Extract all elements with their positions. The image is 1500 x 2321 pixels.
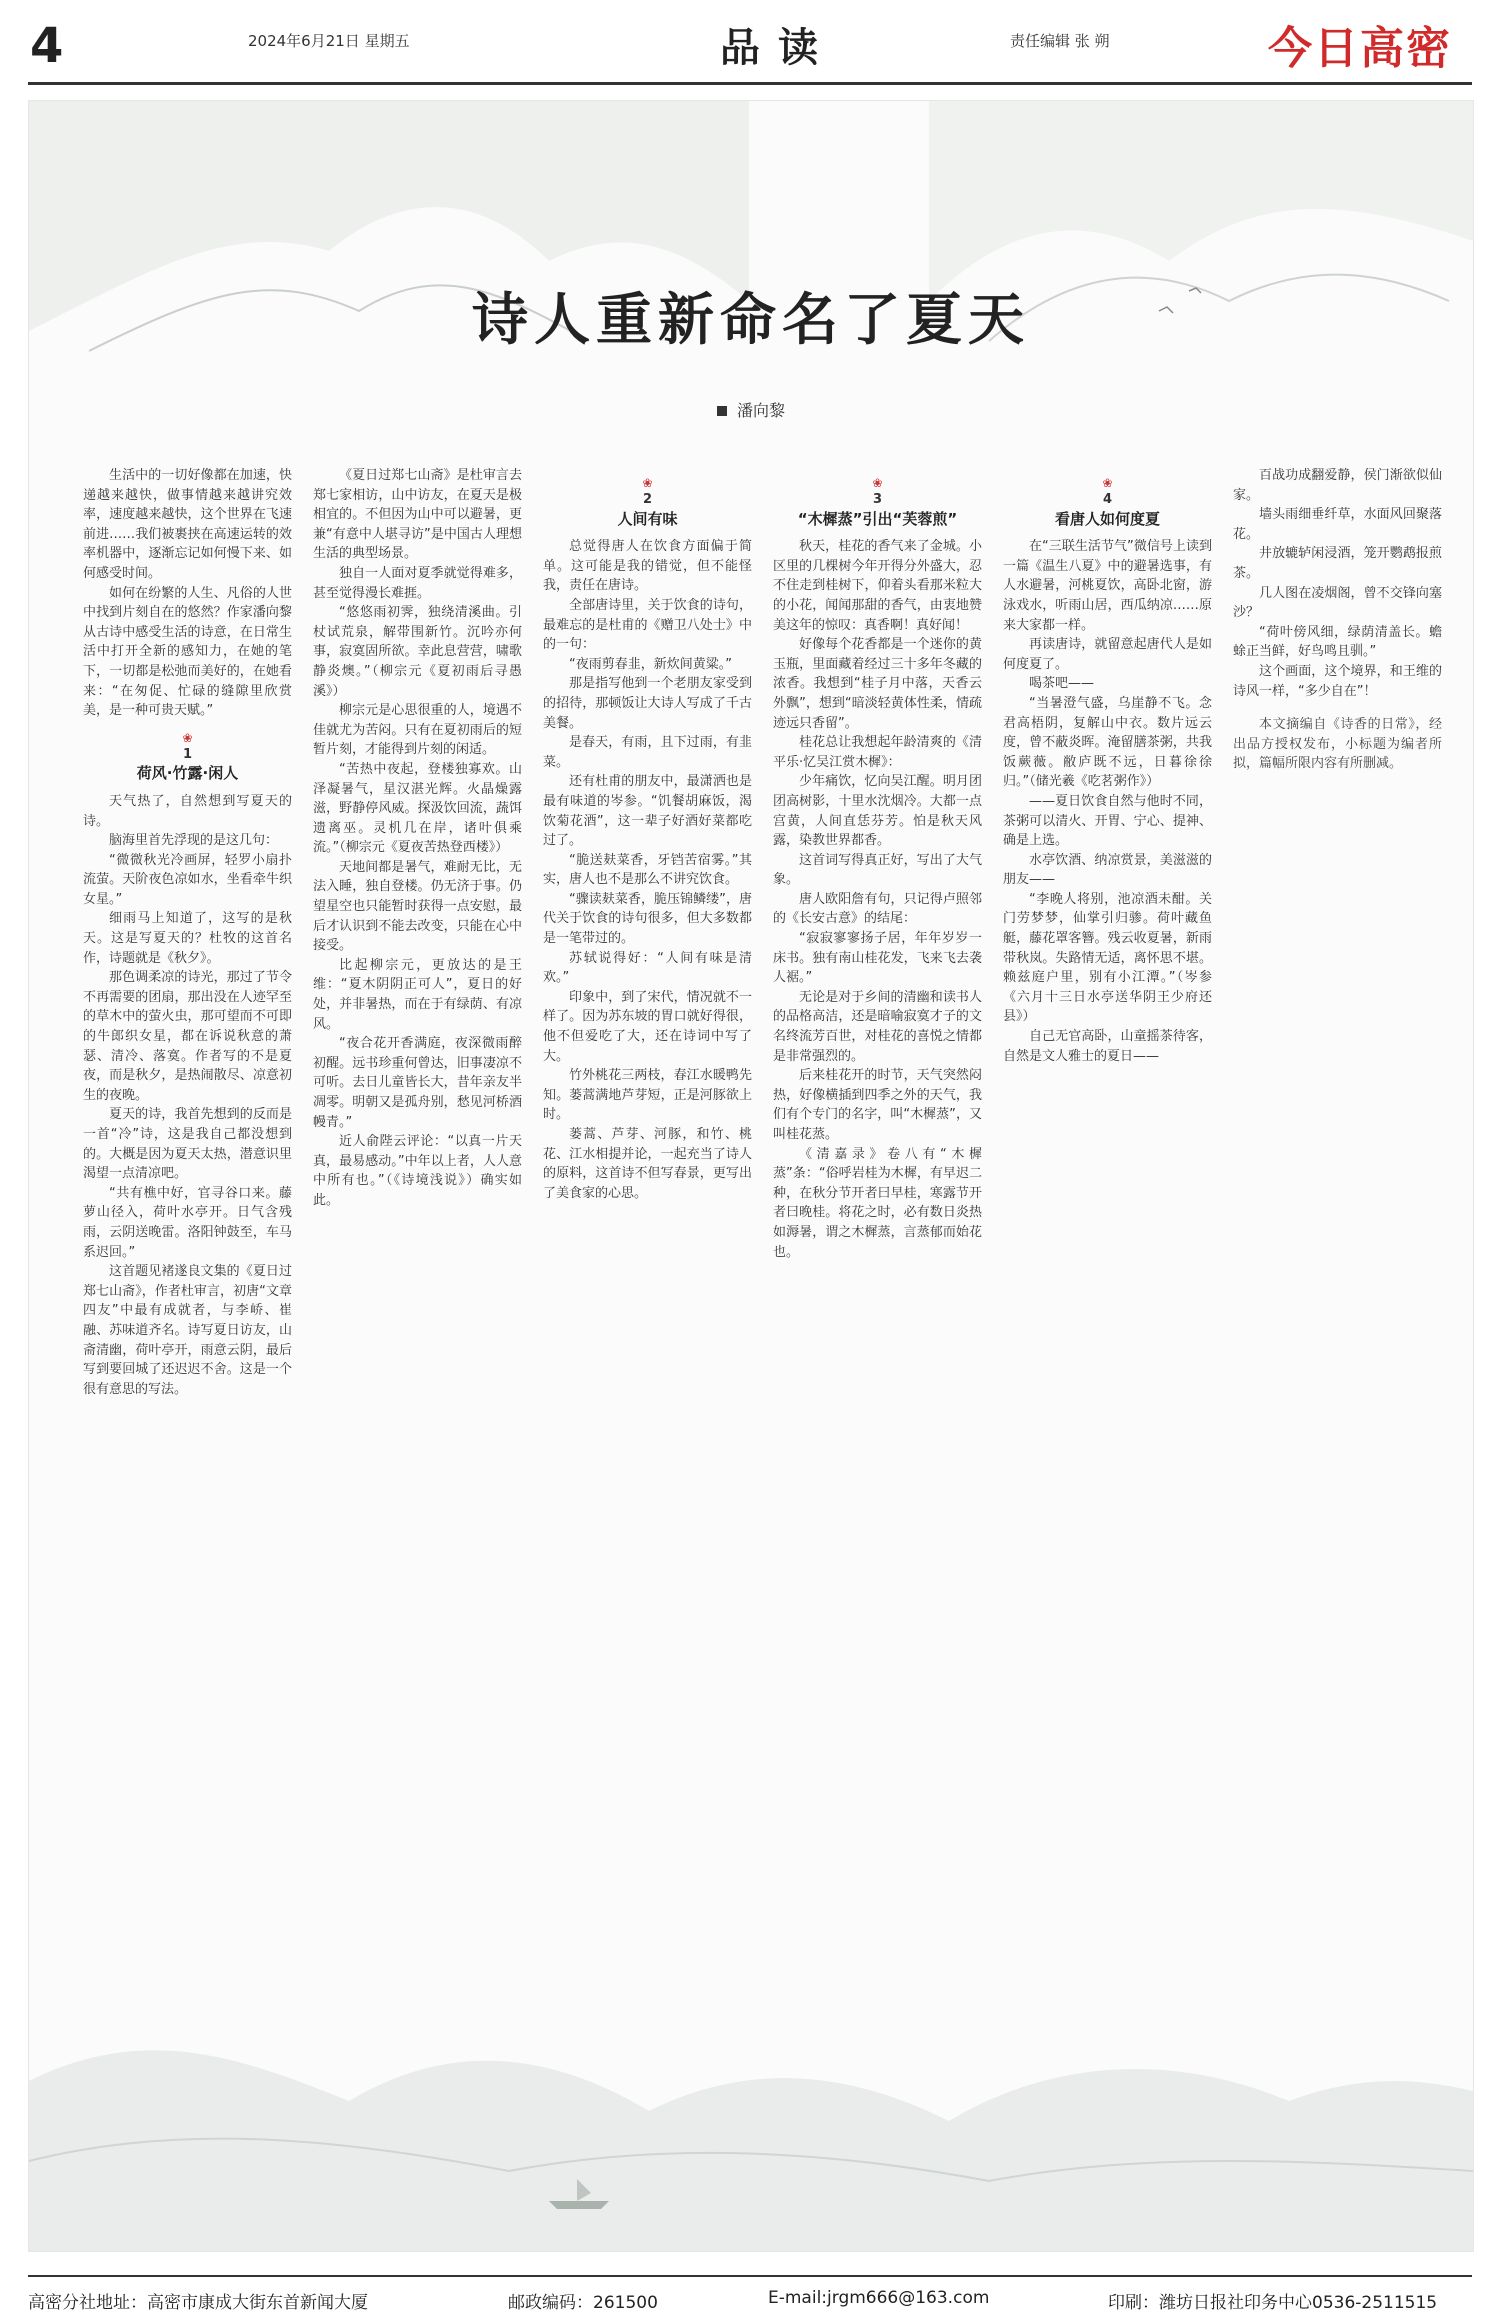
column-1 (83, 466, 292, 2252)
column-3 (543, 466, 752, 2252)
paragraph: “脆送麸菜香，牙铛苦宿雾。”其实，唐人也不是那么不讲究饮食。 (543, 852, 752, 888)
author-name: 潘向黎 (736, 401, 785, 420)
page-header (0, 0, 1500, 94)
postal-code: 邮政编码：261500 (508, 2293, 658, 2313)
paragraph: 在“三联生活节气”微信号上读到一篇《温生八夏》中的避暑选事，有人水避暑，河桃夏饮，高卧北窗，游泳戏水，听雨山居，西瓜纳凉……原来大家都一样。 (1003, 539, 1212, 633)
paragraph: 好像每个花香都是一个迷你的黄玉瓶，里面藏着经过三十多年冬藏的浓香。我想到“桂子月中落，天香云外飘”，想到“暗淡轻黄体性柔，情疏迹远只香留”。 (773, 637, 982, 731)
verse-line: 百战功成翻爱静，侯门渐欲似仙家。 (1233, 468, 1442, 503)
paragraph: 细雨马上知道了，这写的是秋天。这是写夏天的？杜牧的这首名作，诗题就是《秋夕》。 (83, 911, 292, 966)
paragraph: “共有樵中好，官寻谷口来。藤萝山径入，荷叶水亭开。日气含残雨，云阴送晚雷。洛阳钟鼓至，车马系迟回。” (83, 1185, 292, 1260)
section-title-text: “木樨蒸”引出“芙蓉煎” (797, 509, 958, 528)
paragraph: 比起柳宗元，更放达的是王维：“夏木阴阴正可人”，夏日的好处，并非暑热，而在于有绿荫、有凉风。 (313, 957, 522, 1032)
section-heading (543, 476, 752, 529)
page-number: 4 (30, 18, 64, 74)
section-heading (773, 476, 982, 529)
byline (29, 398, 1473, 421)
paragraph: 无论是对于乡间的清幽和读书人的品格高洁，还是暗喻寂寞才子的文名终流芳百世，对桂花的喜悦之情都是非常强烈的。 (773, 989, 982, 1064)
paragraph: 全部唐诗里，关于饮食的诗句，最难忘的是杜甫的《赠卫八处士》中的一句： (543, 597, 752, 653)
source-note: 本文摘编自《诗香的日常》，经出品方授权发布，小标题为编者所拟，篇幅所限内容有所删减。 (1233, 717, 1442, 772)
verse-line: 墙头雨细垂纤草，水面风回聚落花。 (1233, 507, 1442, 542)
section-title-text: 人间有味 (617, 509, 678, 528)
paragraph: ——夏日饮食自然与他时不同，茶粥可以清火、开胃、宁心、提神、确是上选。 (1003, 793, 1212, 849)
paragraph: “寂寂寥寥扬子居，年年岁岁一床书。独有南山桂花发，飞来飞去袭人裾。” (773, 931, 982, 986)
paragraph: 这个画面，这个境界，和王维的诗风一样，“多少自在”！ (1233, 663, 1442, 699)
paragraph: 再读唐诗，就留意起唐代人是如何度夏了。 (1003, 637, 1212, 672)
paragraph: 印象中，到了宋代，情况就不一样了。因为苏东坡的胃口就好得很，他不但爱吃了大，还在诗词中写了大。 (543, 989, 752, 1064)
paragraph: “李晚人将别，池凉酒未酣。关门劳梦梦，仙掌引归骖。荷叶藏鱼艇，藤花罩客簪。残云收夏暑，新雨带秋岚。失路情无适，离怀思不堪。赖兹庭户里，别有小江潭。”（岑参《六月十三日水亭送华阴王少府还县》） (1003, 891, 1212, 1025)
paragraph: 脑海里首先浮现的是这几句： (109, 833, 279, 849)
paragraph: 唐人欧阳詹有句，只记得卢照邻的《长安古意》的结尾： (773, 891, 982, 927)
paragraph: 独自一人面对夏季就觉得难多，甚至觉得漫长难捱。 (313, 565, 522, 601)
paragraph: “悠悠雨初霁，独绕清溪曲。引杖试荒泉，解带围新竹。沉吟亦何事，寂寞固所欲。幸此息营营，啸歌静炎燠。”（柳宗元《夏初雨后寻愚溪》） (313, 605, 522, 699)
paragraph: 水亭饮酒、纳凉赏景，美滋滋的朋友—— (1003, 852, 1212, 888)
flower-icon: ❀ (642, 476, 653, 490)
paragraph: “微微秋光冷画屏，轻罗小扇扑流萤。天阶夜色凉如水，坐看牵牛织女星。” (83, 852, 292, 907)
column-2 (313, 466, 522, 2252)
paragraph: 是春天，有雨，且下过雨，有韭菜。 (543, 735, 752, 770)
paragraph: “苦热中夜起，登楼独寡欢。山泽凝暑气，星汉湛光辉。火晶燥露滋，野静停风威。探汲饮回流，蔬饵遗离巫。灵机几在岸，诸叶俱乘流。”（柳宗元《夏夜苦热登西楼》） (313, 761, 522, 856)
section-number: 2 (642, 492, 653, 507)
paragraph: 蒌蒿、芦芽、河豚，和竹、桃花、江水相提并论，一起充当了诗人的原料，这首诗不但写春景，更写出了美食家的心思。 (543, 1127, 752, 1201)
paragraph: 总觉得唐人在饮食方面偏于简单。这可能是我的错觉，但不能怪我，责任在唐诗。 (543, 539, 752, 594)
section-title-text: 荷风·竹露·闲人 (136, 764, 239, 783)
column-6 (1233, 466, 1442, 2252)
paragraph: 后来桂花开的时节，天气突然闷热，好像横插到四季之外的天气，我们有个专门的名字，叫“木樨蒸”，又叫桂花蒸。 (773, 1068, 982, 1142)
verse-line: 几人图在凌烟阁，曾不交锋向塞沙？ (1233, 585, 1442, 621)
footer-divider (28, 2275, 1472, 2277)
paragraph: 桂花总让我想起年龄清爽的《清平乐·忆吴江赏木樨》： (773, 735, 982, 770)
section-title-text: 看唐人如何度夏 (1054, 509, 1160, 528)
section-number: 4 (1102, 492, 1113, 507)
intro-paragraph: 如何在纷繁的人生、凡俗的人世中找到片刻自在的悠然？作家潘向黎从古诗中感受生活的诗意，在日常生活中打开全新的感知力，在她的笔下，一切都是松弛而美好的，在她看来：“在匆促、忙碌的缝隙里欣赏美，是一种可贵天赋。” (83, 585, 292, 719)
paragraph: 秋天，桂花的香气来了金城。小区里的几棵树今年开得分外盛大，忍不住走到桂树下，仰着头看那米粒大的小花，闻闻那甜的香气，由衷地赞美这年的惊叹：真香啊！真好闻！ (773, 539, 982, 633)
paragraph: 天气热了，自然想到写夏天的诗。 (83, 793, 292, 829)
byline-square-icon (717, 406, 727, 416)
paragraph: 《清嘉录》卷八有“木樨蒸”条：“俗呼岩桂为木樨，有早迟二种，在秋分节开者曰早桂，寒露节开者曰晚桂。将花之时，必有数日炎热如溽暑，谓之木樨蒸，言蒸郁而始花也。 (773, 1146, 982, 1260)
section-number: 1 (182, 746, 193, 762)
paragraph: 少年痛饮，忆向吴江醒。明月团团高树影，十里水沈烟冷。大都一点宫黄，人间直恁芬芳。怕是秋天风露，染教世界都香。 (773, 774, 982, 849)
paragraph: 天地间都是暑气，难耐无比，无法入睡，独自登楼。仍无济于事。仍望星空也只能暂时获得一点安慰，最后才认识到不能去改变，只能在心中接受。 (313, 859, 522, 954)
paragraph: 这首词写得真正好，写出了大气象。 (773, 852, 982, 888)
column-5 (1003, 466, 1212, 2252)
flower-icon: ❀ (872, 476, 883, 490)
verse-line: 井放辘轳闲浸酒，笼开鹦鹉报煎茶。 (1233, 546, 1442, 581)
paragraph: 近人俞陛云评论：“以真一片天真，最易感动。”中年以上者，人人意中所有也。”（《诗境浅说》）确实如此。 (313, 1134, 522, 1208)
paragraph: “荷叶傍风细，绿荫清盖长。蟾蜍正当鲜，好鸟鸣且驯。” (1233, 624, 1442, 660)
office-address: 高密分社地址：高密市康成大街东首新闻大厦 (28, 2293, 368, 2313)
article-headline: 诗人重新命名了夏天 (472, 287, 1030, 353)
paragraph: 那是指写他到一个老朋友家受到的招待，那顿饭让大诗人写成了千古美餐。 (543, 676, 752, 731)
responsible-editor: 责任编辑 张 朔 (1010, 32, 1110, 50)
flower-icon: ❀ (1102, 476, 1113, 490)
paragraph: “夜雨剪春韭，新炊间黄粱。” (569, 656, 732, 672)
paragraph: 柳宗元是心思很重的人，境遇不佳就尤为苦闷。只有在夏初雨后的短暂片刻，才能得到片刻的闲适。 (313, 703, 522, 758)
article-body (83, 466, 1453, 2252)
paragraph: 竹外桃花三两枝，春江水暖鸭先知。蒌蒿满地芦芽短，正是河豚欲上时。 (543, 1068, 752, 1123)
section-title: 品读 (720, 24, 836, 71)
column-4 (773, 466, 982, 2252)
paragraph: 《夏日过郑七山斋》是杜审言去郑七家相访，山中访友，在夏天是极相宜的。不但因为山中可以避暑，更兼“有意中人堪寻访”是中国古人理想生活的典型场景。 (313, 468, 522, 562)
printer-info: 印刷：潍坊日报社印务中心0536-2511515 (1108, 2293, 1438, 2313)
paragraph: 夏天的诗，我首先想到的反而是一首“冷”诗，这是我自己都没想到的。大概是因为夏天太热，潜意识里渴望一点清凉吧。 (83, 1107, 292, 1182)
email-address: E-mail:jrgm666@163.com (768, 2288, 990, 2308)
paragraph: 还有杜甫的朋友中，最潇洒也是最有味道的岑参。“饥餐胡麻饭，渴饮菊花酒”，这一辈子好酒好菜都吃过了。 (543, 774, 752, 849)
header-divider (28, 82, 1472, 85)
newspaper-logo: 今日高密 (1268, 23, 1452, 74)
paragraph: “当暑澄气盛，乌崖静不飞。念君高梧阴，复解山中衣。数片远云度，曾不蔽炎晖。淹留膳茶粥，共我饭蕨薇。敝庐既不远，日暮徐徐归。”（储光羲《吃茗粥作》） (1003, 695, 1212, 790)
flower-icon: ❀ (182, 730, 193, 745)
paragraph: 苏轼说得好：“人间有味是清欢。” (543, 950, 752, 986)
paragraph: “夜合花开香满庭，夜深微雨醉初醒。远书珍重何曾达，旧事凄凉不可听。去日儿童皆长大，昔年亲友半凋零。明朝又是孤舟别，愁见河桥酒幔青。” (313, 1036, 522, 1130)
section-heading (83, 731, 292, 784)
section-heading (1003, 476, 1212, 529)
paragraph: “骤读麸菜香，脆压锦鳞缕”，唐代关于饮食的诗句很多，但大多数都是一笔带过的。 (543, 891, 752, 947)
paragraph: 这首题见褚遂良文集的《夏日过郑七山斋》，作者杜审言，初唐“文章四友”中最有成就者，与李峤、崔融、苏味道齐名。诗写夏日访友，山斋清幽，荷叶亭开，雨意云阴，最后写到要回城了还迟迟不舍。这是一个很有意思的写法。 (83, 1264, 292, 1397)
paragraph: 喝茶吧—— (1029, 676, 1095, 692)
paragraph: 那色调柔凉的诗光，那过了节令不再需要的团扇，那出没在人迹罕至的草木中的萤火虫，那可望而不可即的牛郎织女星，都在诉说秋意的萧瑟、清冷、落寞。作者写的不是夏夜，而是秋夕，是热闹散尽、凉意初生的夜晚。 (83, 970, 292, 1103)
article-frame (28, 100, 1474, 2252)
section-number: 3 (872, 492, 883, 507)
intro-paragraph: 生活中的一切好像都在加速，快递越来越快，做事情越来越讲究效率，速度越来越快，这个世界在飞速前进……我们被裹挟在高速运转的效率机器中，逐渐忘记如何慢下来、如何感受时间。 (83, 468, 292, 581)
issue-date: 2024年6月21日 星期五 (248, 32, 410, 50)
paragraph: 自己无官高卧，山童摇茶待客，自然是文人雅士的夏日—— (1003, 1029, 1212, 1064)
